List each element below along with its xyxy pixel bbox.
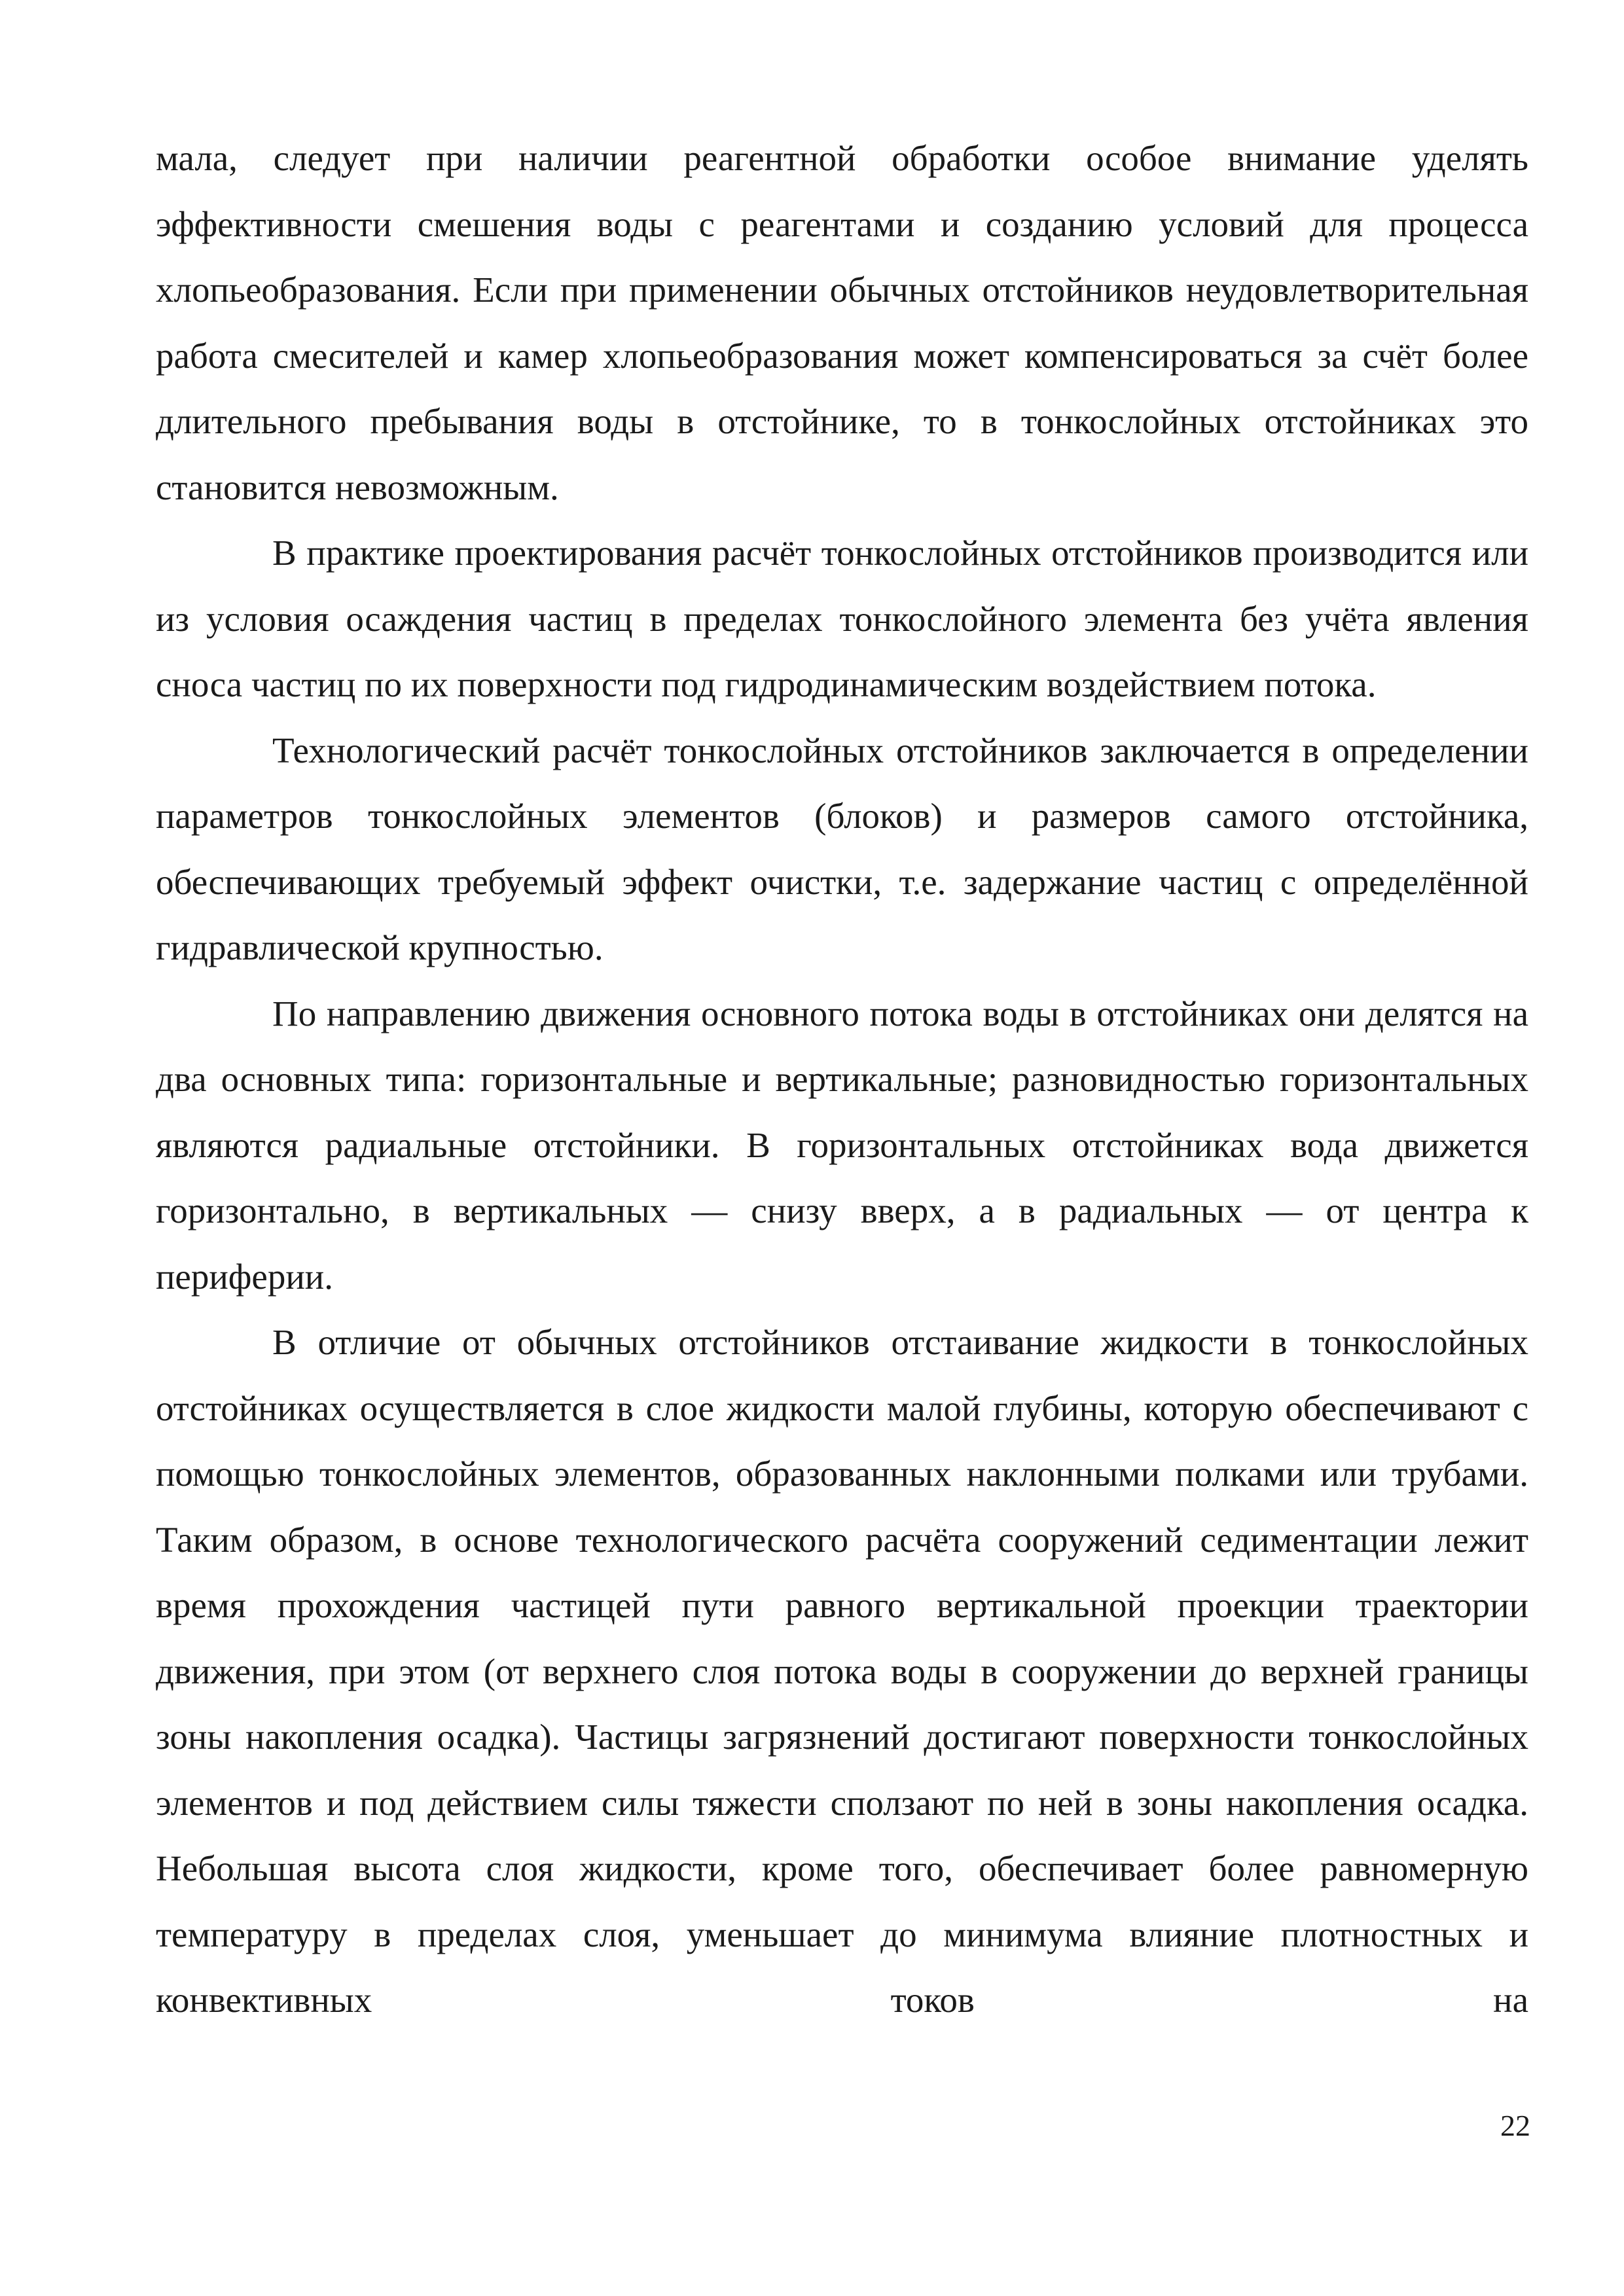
paragraph-flow-direction: По направлению движения основного потока воды в отстойниках они делятся на два основных типа: горизонтальные и вертикальные; разновидностью горизонтальных являются радиальные отстойники. В горизонтальных отстойниках вода движется горизонтально, в вертикальных — снизу вверх, а в радиальных — от центра к периферии. (156, 993, 1528, 1297)
paragraph-technological-calculation: Технологический расчёт тонкослойных отстойников заключается в определении параметров тонкослойных элементов (блоков) и размеров самого отстойника, обеспечивающих требуемый эффект очистки, т.е. задержание частиц с определённой гидравлической крупностью. (156, 730, 1528, 967)
page-number: 22 (1500, 2109, 1530, 2142)
paragraph-design-practice: В практике проектирования расчёт тонкослойных отстойников производится или из условия осаждения частиц в пределах тонкослойного элемента без учёта явления сноса частиц по их поверхности под гидродинамическим воздействием потока. (156, 533, 1528, 704)
paragraph-continuation: мала, следует при наличии реагентной обработки особое внимание уделять эффективности смешения воды с реагентами и созданию условий для процесса хлопьеобразования. Если при применении обычных отстойников неудовлетворительная работа смесителей и камер хлопьеобразования может компенсироваться за счёт более длительного пребывания воды в отстойнике, то в тонкослойных отстойниках это становится невозможным. (156, 138, 1528, 507)
body-text (156, 126, 1528, 2034)
paragraph-thin-layer-settling: В отличие от обычных отстойников отстаивание жидкости в тонкослойных отстойниках осуществляется в слое жидкости малой глубины, которую обеспечивают с помощью тонкослойных элементов, образованных наклонными полками или трубами. Таким образом, в основе технологического расчёта сооружений седиментации лежит время прохождения частицей пути равного вертикальной проекции траектории движения, при этом (от верхнего слоя потока воды в сооружении до верхней границы зоны накопления осадка). Частицы загрязнений достигают поверхности тонкослойных элементов и под действием силы тяжести сползают по ней в зоны накопления осадка. Небольшая высота слоя жидкости, кроме того, обеспечивает более равномерную температуру в пределах слоя, уменьшает до минимума влияние плотностных и конвективных токов на (156, 1322, 1528, 2020)
